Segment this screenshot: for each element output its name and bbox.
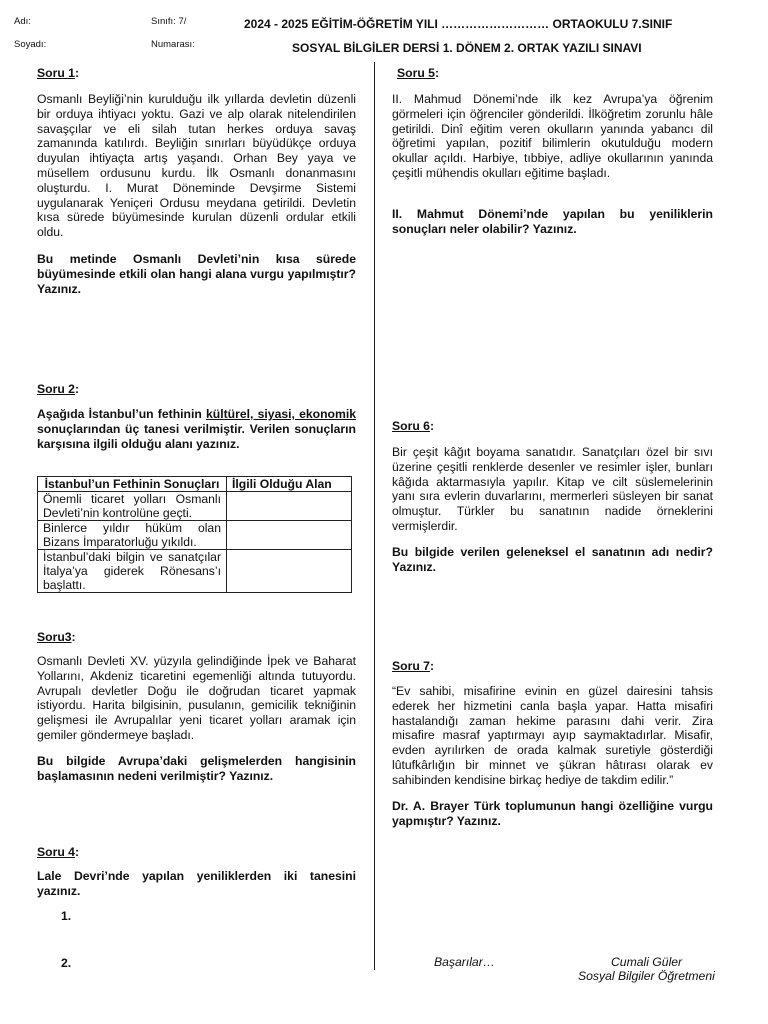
class-label: Sınıfı: 7/ <box>151 16 187 27</box>
q5-text: II. Mahmud Dönemi’nde ilk kez Avrupa’ya öğrenim görmeleri için öğrenciler gönderildi. İlköğretim zorunlu hâle getirildi. Dinî eğitim veren okulların yanında yabancı dil öğretimi yapılan, pozitif bilimlerin okutulduğu modern okullar açıldı. Harbiye, tıbbiye, adliye okullarının yanında çeşitli mühendis okulları eğitime başladı. <box>392 92 713 180</box>
q2-heading: Soru 2: <box>37 382 79 396</box>
q6-text: Bir çeşit kâğıt boyama sanatıdır. Sanatçıları özel bir sıvı üzerine çeşitli renklerde desenler ve resimler işler, bunları kâğıda aktarmasıyla yapılır. Kitap ve cilt süslemelerinin yanı sıra evlerin duvarlarını, mermerleri süsleyen bir sanat olmuştur. Türkler bu sanatının nadide örneklerini vermişlerdir. <box>392 445 713 533</box>
table-cell-result: Binlerce yıldır hüküm olan Bizans İmparatorluğu yıkıldı. <box>38 521 227 550</box>
table-cell-answer[interactable] <box>227 521 352 550</box>
q2-question <box>37 407 356 451</box>
q3-text: Osmanlı Devleti XV. yüzyıla gelindiğinde İpek ve Baharat Yollarını, Akdeniz ticaretini egemenliği altında tutuyordu. Avrupalı devletler Doğu ile doğrudan ticaret yapmak istiyordu. Harita bilgisinin, pusulanın, gemicilik tekniğinin gelişmesi ile Avrupalılar yeni ticaret yolları aramak için gemiler göndermeye başladı. <box>37 654 356 742</box>
column-divider <box>374 62 375 970</box>
q7-question: Dr. A. Brayer Türk toplumunun hangi özelliğine vurgu yapmıştır? Yazınız. <box>392 799 713 828</box>
q3-heading: Soru3: <box>37 630 76 644</box>
q2-results-table <box>37 476 352 593</box>
number-label: Numarası: <box>151 39 195 50</box>
q2-label: Soru 2 <box>37 382 75 396</box>
q2-question-underlined: kültürel, siyasi, ekonomik <box>206 407 356 421</box>
table-header-area: İlgili Olduğu Alan <box>227 477 352 492</box>
exam-title-line1: 2024 - 2025 EĞİTİM-ÖĞRETİM YILI ……………………… ORTAOKULU 7.SINIF <box>244 17 673 31</box>
q4-answer-1: 1. <box>61 909 72 923</box>
q1-text: Osmanlı Beyliği’nin kurulduğu ilk yıllarda devletin düzenli bir orduya ihtiyacı yoktu. Gazi ve alp olarak nitelendirilen savaşçılar ve eli silah tutan herkes orduya savaş zamanında katılırdı. Beyliğin sınırları büyüdükçe orduya duyulan ihtiyaçta artış yaşandı. Orhan Bey yaya ve müsellem ordusunu kurdu. İlk Osmanlı donanmasını oluşturdu. I. Murat Döneminde Devşirme Sistemi uygulanarak Yeniçeri Ordusu meydana getirildi. Devletin kısa sürede büyümesinde kurulan düzenli ordular etkili oldu. <box>37 92 356 240</box>
q5-question: II. Mahmut Dönemi’nde yapılan bu yeniliklerin sonuçları neler olabilir? Yazınız. <box>392 207 713 236</box>
q6-question: Bu bilgide verilen geleneksel el sanatının adı nedir? Yazınız. <box>392 545 713 574</box>
q5-label: Soru 5 <box>397 66 435 80</box>
q3-question: Bu bilgide Avrupa’daki gelişmelerden hangisinin başlamasının nedeni verilmiştir? Yazınız. <box>37 754 356 783</box>
q4-heading: Soru 4: <box>37 845 79 859</box>
q6-label: Soru 6 <box>392 419 430 433</box>
q1-heading: Soru 1: <box>37 66 79 80</box>
table-row <box>38 550 352 593</box>
q7-text: “Ev sahibi, misafirine evinin en güzel dairesini tahsis ederek her hizmetini canla başla yapar. Hatta misafiri hastalandığı zaman hekime parasını dahi verir. Zira misafire masraf yaptırmayı ayıp saymaktadırlar. Misafir, evden ayrılırken de orada kalmak suretiyle gösterdiği lûtufkârlığın bir minnet ve şükran hâtırası olarak ev sahibinden kendisine birkaç hediye de takdim edilir.” <box>392 684 713 787</box>
q3-label: Soru3 <box>37 630 72 644</box>
good-luck-text: Başarılar… <box>434 955 495 969</box>
table-row <box>38 521 352 550</box>
exam-title-line2: SOSYAL BİLGİLER DERSİ 1. DÖNEM 2. ORTAK YAZILI SINAVI <box>292 41 642 55</box>
q1-question: Bu metinde Osmanlı Devleti’nin kısa sürede büyümesinde etkili olan hangi alana vurgu yapılmıştır? Yazınız. <box>37 252 356 296</box>
q1-label: Soru 1 <box>37 66 75 80</box>
teacher-title: Sosyal Bilgiler Öğretmeni <box>578 969 715 983</box>
q4-label: Soru 4 <box>37 845 75 859</box>
q7-heading: Soru 7: <box>392 659 434 673</box>
surname-label: Soyadı: <box>14 39 47 50</box>
table-cell-result: Önemli ticaret yolları Osmanlı Devleti’nin kontrolüne geçti. <box>38 492 227 521</box>
table-cell-answer[interactable] <box>227 492 352 521</box>
table-header-results: İstanbul’un Fethinin Sonuçları <box>38 477 227 492</box>
table-cell-result: İstanbul’daki bilgin ve sanatçılar İtalya’ya giderek Rönesans’ı başlattı. <box>38 550 227 593</box>
table-header-row <box>38 477 352 492</box>
q2-question-part1: Aşağıda İstanbul’un fethinin <box>37 407 207 421</box>
name-label: Adı: <box>14 16 31 27</box>
q5-heading: Soru 5: <box>397 66 439 80</box>
q6-heading: Soru 6: <box>392 419 434 433</box>
table-row <box>38 492 352 521</box>
teacher-name: Cumali Güler <box>611 955 683 969</box>
table-cell-answer[interactable] <box>227 550 352 593</box>
q4-question: Lale Devri’nde yapılan yeniliklerden iki tanesini yazınız. <box>37 869 356 898</box>
q2-question-part2: sonuçlarından üç tanesi verilmiştir. Verilen sonuçların karşısına ilgili olduğu alanı yazınız. <box>37 421 356 451</box>
q4-answer-2: 2. <box>61 956 72 970</box>
q7-label: Soru 7 <box>392 659 430 673</box>
